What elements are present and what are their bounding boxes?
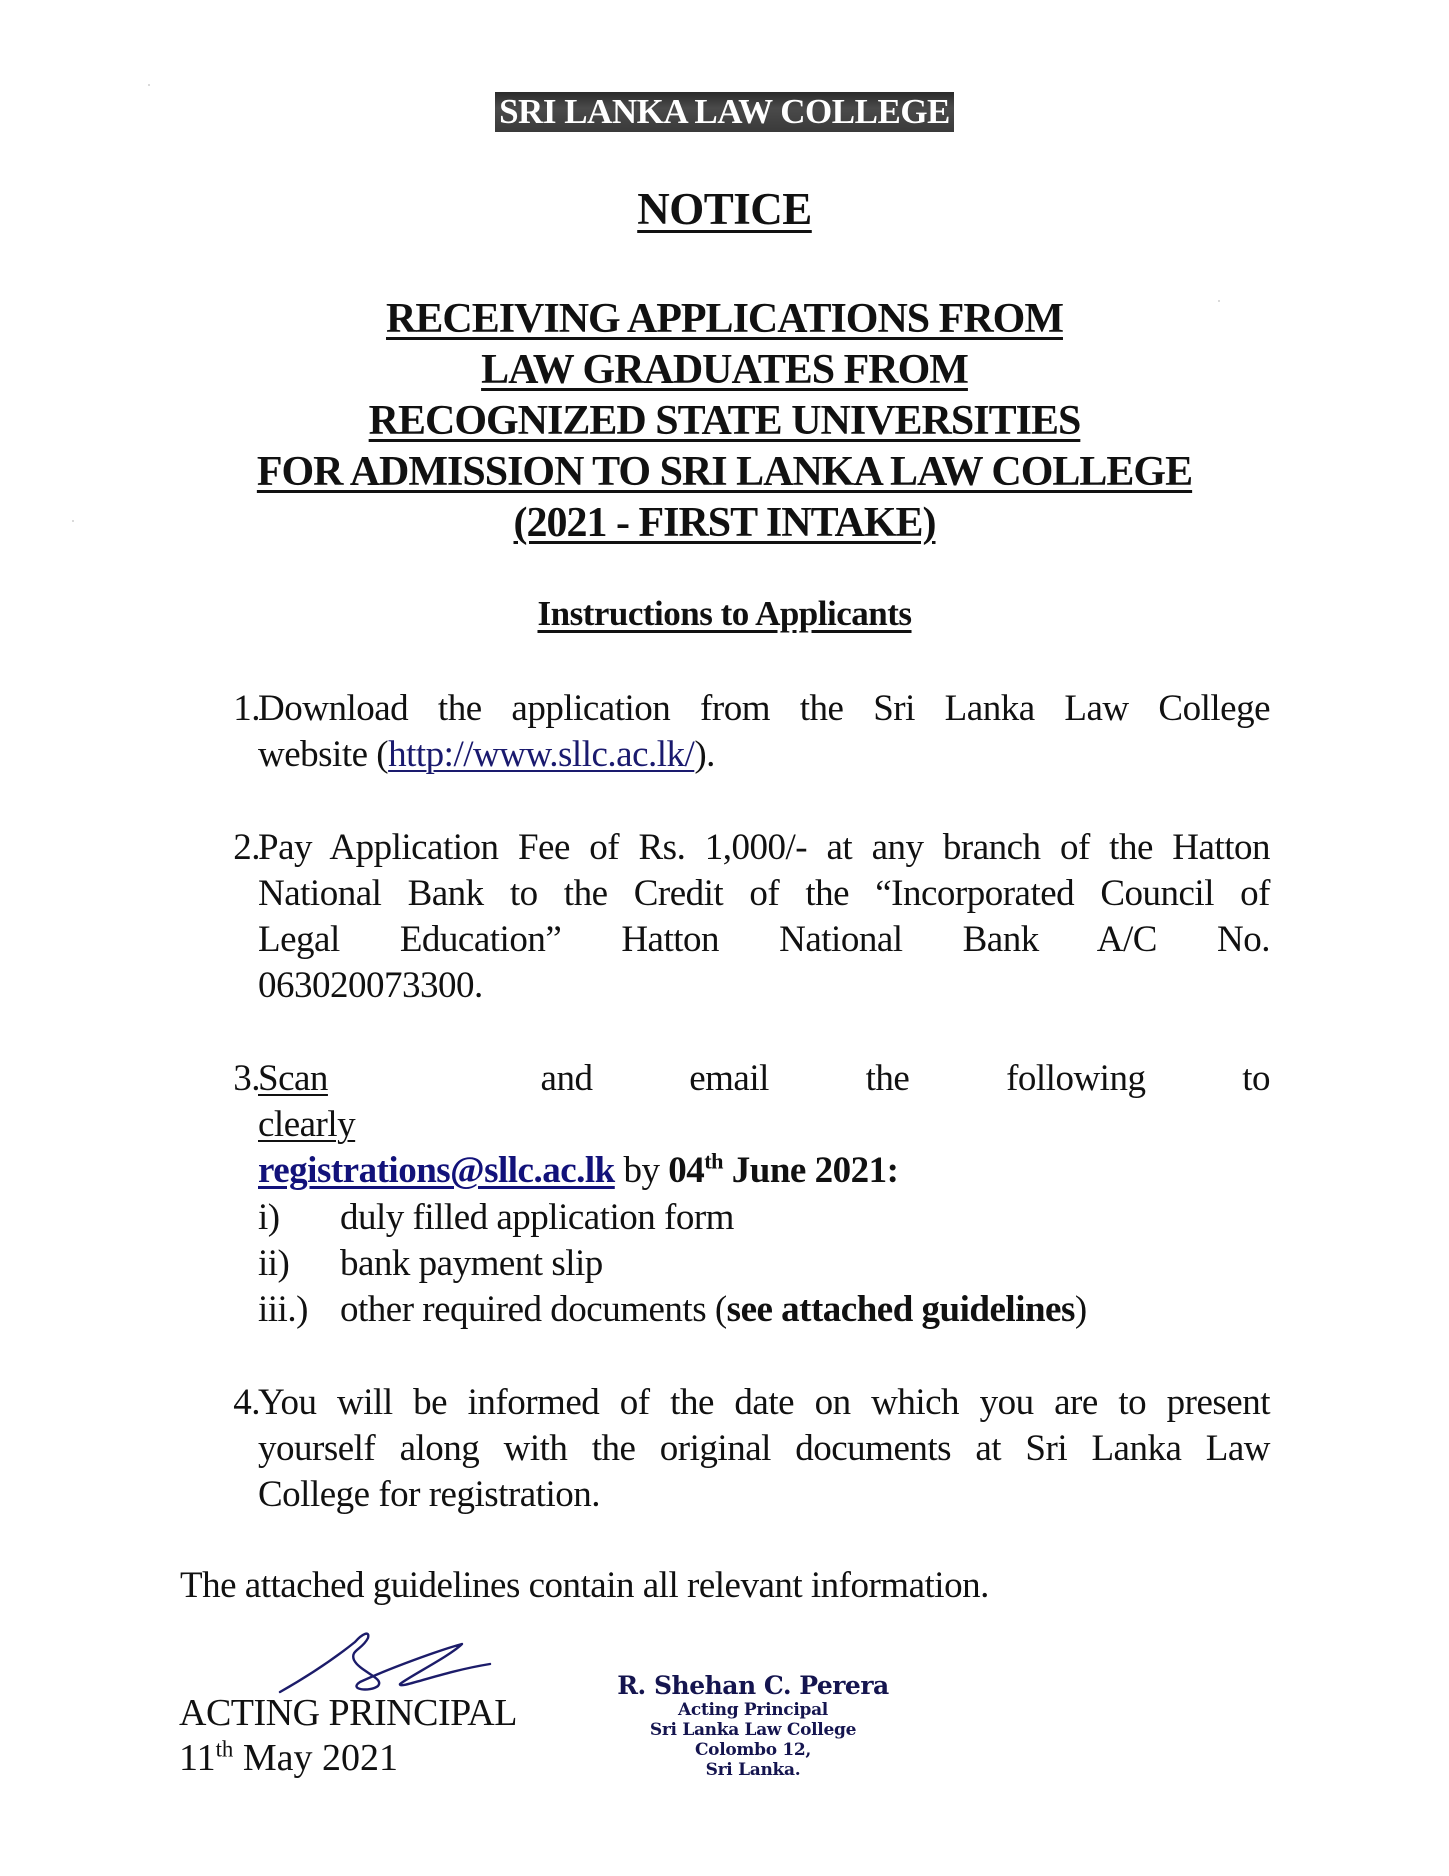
instruction-item-1 — [210, 686, 1270, 778]
instructions-heading: Instructions to Applicants — [537, 594, 912, 633]
item-line: yourself along with the original documents at Sri Lanka Law — [258, 1428, 1270, 1469]
title-line: FOR ADMISSION TO SRI LANKA LAW COLLEGE — [256, 449, 1193, 495]
item-number: 1. — [233, 688, 260, 729]
stamp-line: Sri Lanka. — [705, 1760, 801, 1780]
notice-page: SRI LANKA LAW COLLEGE NOTICE RECEIVING APPLICATIONS FROM LAW GRADUATES FROM RECOGNIZED STATE UNIVERSITIES FOR ADMISSION TO SRI LANKA LAW COLLEGE (2021 - FIRST INTAKE) Instructions to Applicants 1. Download the application from the Sri Lanka Law College website (http://www.sllc.ac.lk/). 2. Pay Application Fee of Rs. 1,000/- at any branch of the Hatton National Bank to the Credit of the “Incorporated Council of Legal Education” Hatton National Bank A/C No. 063020073300. 3. Scan clearly and email the following to registrations@sllc.ac.lk by 04th June 2021: i) duly filled application form ii) bank payment slip iii.) other required documents (see attached guidelines) 4. You will be informed of the date on which you are to present yourself along with the original documents at Sri Lanka Law College for registration. The attached guidelines contain all relevant information. ACTING PRINCIPAL 11th May 2021 R. Shehan C. Perera Acting Principal Sri Lanka Law College Colombo 12, Sri Lanka. — [0, 0, 1449, 1876]
website-link[interactable]: http://www.sllc.ac.lk/ — [388, 734, 695, 775]
signature-date: 11th May 2021 — [179, 1736, 398, 1779]
instruction-item-2 — [210, 825, 1270, 1009]
title-line: RECOGNIZED STATE UNIVERSITIES — [368, 398, 1081, 444]
title-line: (2021 - FIRST INTAKE) — [513, 500, 936, 546]
stamp-line: Colombo 12, — [694, 1740, 812, 1760]
official-stamp — [610, 1672, 896, 1780]
closing-statement: The attached guidelines contain all relevant information. — [180, 1565, 989, 1606]
item-number: 4. — [233, 1382, 260, 1423]
see-guidelines-emphasis: see attached guidelines — [726, 1289, 1075, 1330]
item-line — [258, 1056, 1270, 1148]
item-line: National Bank to the Credit of the “Incorporated Council of — [258, 873, 1270, 914]
item-line: Pay Application Fee of Rs. 1,000/- at any branch of the Hatton — [258, 827, 1270, 868]
notice-title — [0, 294, 1449, 549]
item-line: website (http://www.sllc.ac.lk/). — [258, 734, 715, 775]
item-line: College for registration. — [258, 1474, 600, 1515]
stamp-line: Acting Principal — [678, 1700, 828, 1720]
scan-clearly-text: Scan clearly — [258, 1058, 356, 1145]
title-line: RECEIVING APPLICATIONS FROM — [386, 296, 1063, 342]
item-line: You will be informed of the date on which you are to present — [258, 1382, 1270, 1423]
account-number: 063020073300. — [258, 965, 483, 1006]
item-number: 3. — [233, 1058, 260, 1099]
item-line: registrations@sllc.ac.lk by 04th June 2021: — [258, 1148, 899, 1191]
stamp-line: Sri Lanka Law College — [649, 1720, 857, 1740]
item-line: Legal Education” Hatton National Bank A/C No. — [258, 919, 1270, 960]
registration-email-link[interactable]: registrations@sllc.ac.lk — [258, 1150, 615, 1191]
header — [0, 92, 1449, 132]
institution-banner: SRI LANKA LAW COLLEGE — [495, 92, 954, 132]
scan-speck — [148, 84, 150, 86]
notice-heading: NOTICE — [637, 184, 812, 234]
stamp-name: R. Shehan C. Perera — [617, 1671, 889, 1700]
title-line: LAW GRADUATES FROM — [481, 347, 968, 393]
deadline: 04th June 2021: — [668, 1148, 899, 1191]
item-number: 2. — [233, 827, 260, 868]
signatory-title: ACTING PRINCIPAL — [179, 1692, 517, 1734]
item-line: Download the application from the Sri Lanka Law College — [258, 688, 1270, 729]
instruction-item-4 — [210, 1380, 1270, 1518]
instruction-item-3 — [210, 1056, 1270, 1194]
item-line-rest: and email the following to — [540, 1058, 1270, 1099]
